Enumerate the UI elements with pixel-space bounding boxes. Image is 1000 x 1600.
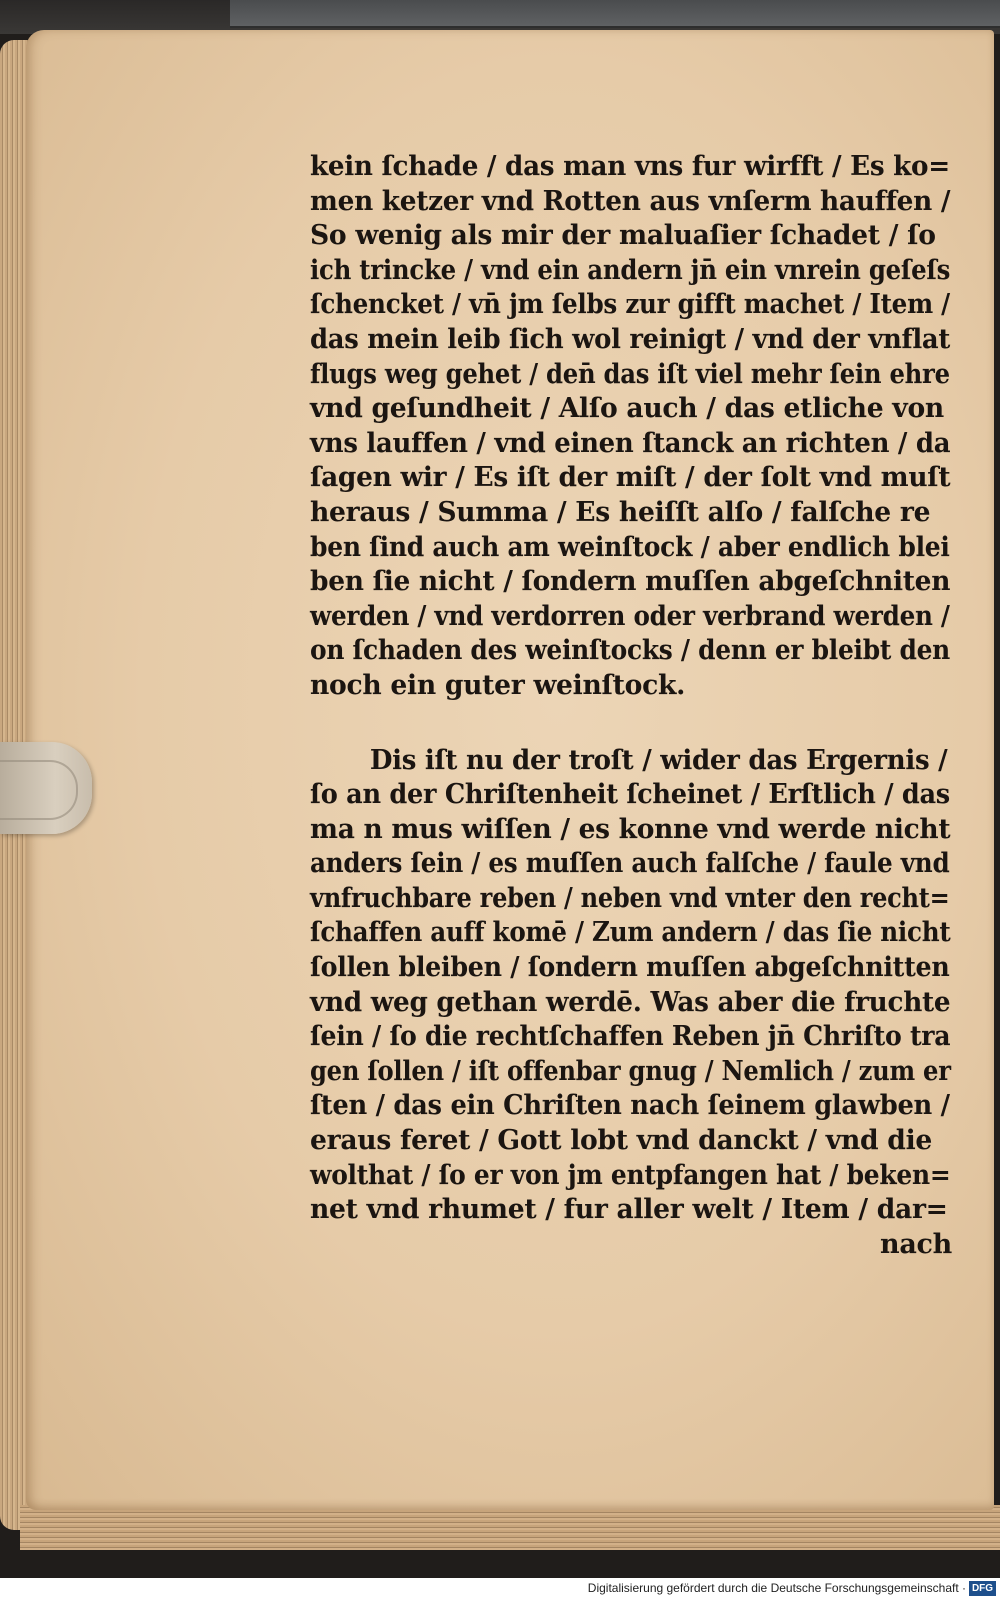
text-line: vnd weg gethan werdē. Was aber die fruchte bbox=[310, 986, 951, 1018]
paragraph-2 bbox=[310, 744, 960, 1228]
text-line: flugs weg gehet / den̄ das iſt viel mehr ſein ehre bbox=[310, 358, 950, 390]
text-line: kein ſchade / das man vns fur wirfft / Es ko= bbox=[310, 151, 950, 182]
text-line: vnd geſundheit / Alſo auch / das etliche von bbox=[310, 393, 944, 425]
text-line: ſo an der Chriſtenheit ſcheinet / Erſtlich / das bbox=[310, 779, 950, 811]
text-line: wolthat / ſo er von jm entpfangen hat / beken= bbox=[310, 1159, 951, 1191]
text-line: So wenig als mir der maluaſier ſchadet / ſo bbox=[310, 220, 936, 252]
dfg-logo: DFG bbox=[969, 1581, 996, 1596]
text-line: werden / vnd verdorren oder verbrand werden / bbox=[310, 600, 950, 632]
page-stack-bottom bbox=[20, 1505, 1000, 1550]
text-line: eraus feret / Gott lobt vnd danckt / vnd die bbox=[310, 1125, 933, 1157]
bookmark-tab-fold bbox=[0, 760, 78, 820]
text-line: ſchaffen auff komē / Zum andern / das ſie nicht bbox=[310, 917, 951, 949]
paragraph-1 bbox=[310, 150, 960, 704]
text-line: Dis iſt nu der troſt / wider das Ergernis / bbox=[369, 744, 948, 776]
text-line: net vnd rhumet / fur aller welt / Item / dar= bbox=[310, 1194, 948, 1226]
text-line: ben ſie nicht / ſondern muſſen abgeſchniten bbox=[310, 566, 951, 598]
text-line: noch ein guter weinſtock. bbox=[310, 669, 686, 701]
text-line: anders ſein / es muſſen auch falſche / faule vnd bbox=[310, 848, 950, 880]
catchword: nach bbox=[880, 1228, 952, 1260]
text-line: men ketzer vnd Rotten aus vnſerm hauffen / bbox=[310, 185, 951, 217]
text-line: heraus / Summa / Es heiſſt alſo / falſche re bbox=[310, 496, 931, 528]
text-line: gen ſollen / iſt offenbar gnug / Nemlich / zum er bbox=[310, 1055, 951, 1087]
footer-bar bbox=[0, 1578, 1000, 1600]
text-line: vns lauffen / vnd einen ſtanck an richten / da bbox=[310, 427, 951, 459]
text-column bbox=[310, 150, 960, 1262]
text-line: on ſchaden des weinſtocks / denn er bleibt den bbox=[310, 635, 950, 667]
text-line: ma n mus wiſſen / es konne vnd werde nicht bbox=[310, 813, 951, 845]
book-cover-edge bbox=[230, 0, 1000, 28]
text-line: ben ſind auch am weinſtock / aber endlich blei bbox=[310, 531, 950, 563]
text-line: ſagen wir / Es iſt der miſt / der ſolt vnd muſt bbox=[310, 462, 951, 494]
text-line: ſein / ſo die rechtſchaffen Reben jn̄ Chriſto tra bbox=[310, 1021, 951, 1053]
text-line: das mein leib ſich wol reinigt / vnd der vnflat bbox=[310, 323, 951, 355]
paragraph-gap bbox=[310, 704, 960, 744]
text-line: vnfruchbare reben / neben vnd vnter den recht= bbox=[310, 882, 950, 914]
text-line: ſchencket / vn̄ jm ſelbs zur gifft machet / Item / bbox=[310, 289, 950, 321]
text-line: ſten / das ein Chriſten nach ſeinem glawben / bbox=[310, 1090, 950, 1122]
text-line: ich trincke / vnd ein andern jn̄ ein vnrein geſeſs bbox=[310, 254, 951, 286]
footer-credit: Digitalisierung gefördert durch die Deutsche Forschungsgemeinschaft · bbox=[587, 1581, 966, 1595]
text-line: ſollen bleiben / ſondern muſſen abgeſchnitten bbox=[310, 952, 950, 984]
